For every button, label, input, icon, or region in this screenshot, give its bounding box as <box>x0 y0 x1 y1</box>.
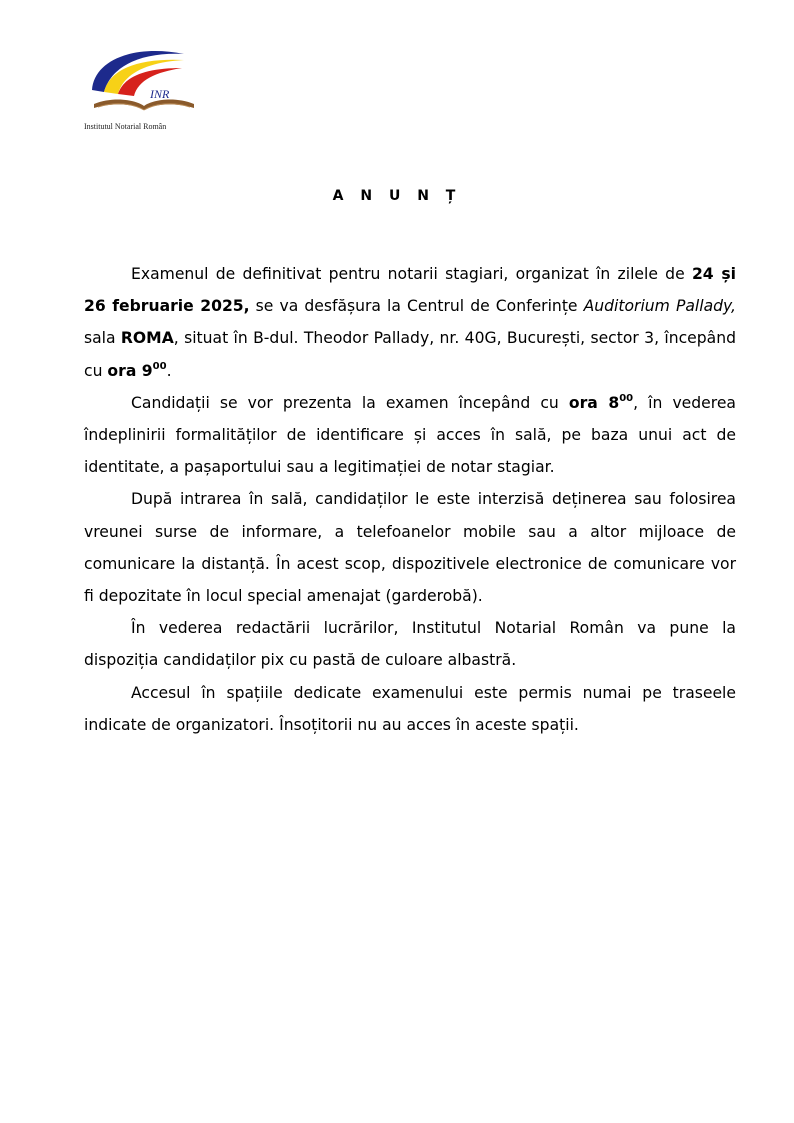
inr-emblem-icon <box>84 46 202 122</box>
start-hour: ora 9 <box>107 361 153 380</box>
text: Candidații se vor prezenta la examen începând cu <box>131 393 569 412</box>
text: Examenul de definitivat pentru notarii stagiari, organizat în zilele de <box>131 265 692 283</box>
paragraph-candidate-arrival <box>84 387 736 484</box>
paragraph-prohibited-items: După intrarea în sală, candidaților le este interzisă deținerea sau folosirea vreunei surse de informare, a telefoanelor mobile sau a altor mijloace de comunicare la distanță. În acest scop, dispozitivele electronice de comunicare vor fi depozitate în locul special amenajat (garderobă). <box>84 490 736 606</box>
inr-logo <box>84 46 202 138</box>
page-title: A N U N Ț <box>332 188 462 204</box>
paragraph-writing-materials: În vederea redactării lucrărilor, Institutul Notarial Român va pune la dispoziția candidaților pix cu pastă de culoare albastră. <box>84 619 736 670</box>
paragraph-exam-details <box>84 258 736 387</box>
exam-dates: 24 și 26 februarie 2025, <box>84 265 736 316</box>
logo-initials: INR <box>150 87 170 101</box>
start-minutes: 00 <box>152 360 167 372</box>
text: , în vederea îndeplinirii formalităților de identificare și acces în sală, pe baza unui act de identitate, a pașaportului sau a legitimației de notar stagiar. <box>84 393 736 477</box>
arrival-time <box>569 394 633 412</box>
text: , situat în B-dul. Theodor Pallady, nr. 40G, București, sector 3, începând cu <box>84 329 736 380</box>
text: se va desfășura la Centrul de Conferințe <box>249 297 584 316</box>
announcement-body <box>84 258 736 741</box>
logo-caption: Institutul Notarial Român <box>84 122 167 131</box>
venue-name: Auditorium Pallady, <box>583 297 736 316</box>
room-name: ROMA <box>120 329 174 348</box>
paragraph-access-rules: Accesul în spațiile dedicate examenului este permis numai pe traseele indicate de organizatori. Însoțitorii nu au acces în aceste spații. <box>84 683 736 734</box>
arrival-minutes: 00 <box>619 392 634 404</box>
start-time <box>107 362 166 380</box>
text: . <box>166 361 172 380</box>
arrival-hour: ora 8 <box>568 393 620 412</box>
text: sala <box>84 329 121 348</box>
